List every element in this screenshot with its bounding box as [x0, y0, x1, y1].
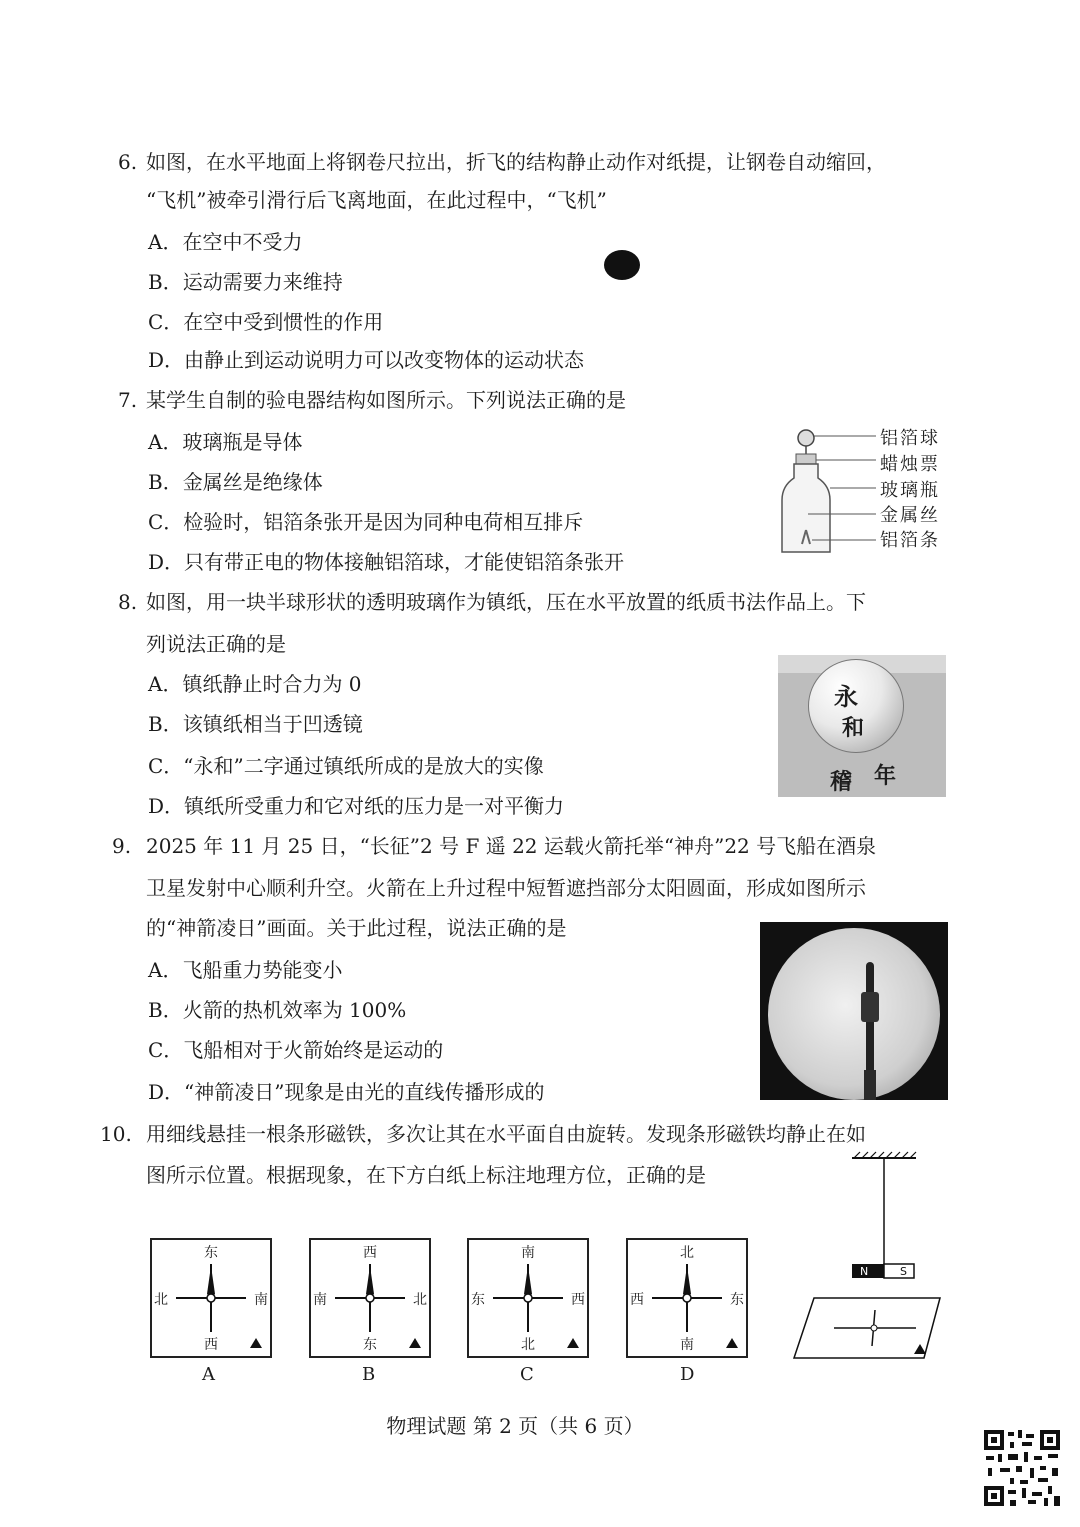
choice-b-left: 南: [313, 1292, 327, 1308]
q8-option-d: D．镇纸所受重力和它对纸的压力是一对平衡力: [148, 794, 565, 818]
choice-d-left: 西: [630, 1292, 644, 1308]
electroscope-figure: [770, 420, 880, 560]
page-footer: 物理试题 第 2 页（共 6 页）: [386, 1414, 644, 1438]
choice-a-right: 南: [254, 1292, 268, 1308]
choice-c-left: 东: [471, 1292, 485, 1308]
choice-a-top: 东: [204, 1245, 218, 1261]
q6-option-b: B．运动需要力来维持: [148, 270, 343, 294]
choice-b-right: 北: [413, 1292, 427, 1308]
rocket-sun-photo: [760, 922, 948, 1100]
q9-stem-line2: 卫星发射中心顺利升空。火箭在上升过程中短暂遮挡部分太阳圆面，形成如图所示: [146, 876, 866, 900]
choice-c-top: 南: [521, 1245, 535, 1261]
triangle-marker-icon: [250, 1338, 262, 1348]
q9-number: 9.: [112, 834, 132, 858]
suspended-magnet-figure: [790, 1150, 950, 1365]
q9-option-c: C．飞船相对于火箭始终是运动的: [148, 1038, 444, 1062]
paperweight-photo: [778, 655, 946, 797]
choice-d-top: 北: [680, 1245, 694, 1261]
ink-blot: [604, 250, 640, 280]
q6-stem-line2: “飞机”被牵引滑行后飞离地面，在此过程中，“飞机”: [146, 188, 607, 212]
qr-code-icon: [982, 1428, 1062, 1508]
q10-stem-line2: 图所示位置。根据现象，在下方白纸上标注地理方位，正确的是: [146, 1163, 706, 1187]
label-metal-wire: 金属丝: [880, 505, 940, 526]
choice-b-bottom: 东: [363, 1337, 377, 1353]
q8-number: 8.: [118, 590, 138, 614]
char-ji: 稽: [830, 769, 853, 795]
label-wax: 蜡烛票: [880, 454, 940, 475]
choice-d-compass: [626, 1238, 748, 1358]
q9-option-d: D．“神箭凌日”现象是由光的直线传播形成的: [148, 1080, 545, 1104]
q10-stem-line1: 用细线悬挂一根条形磁铁，多次让其在水平面自由旋转。发现条形磁铁均静止在如: [146, 1122, 866, 1146]
q8-stem-line1: 如图，用一块半球形状的透明玻璃作为镇纸，压在水平放置的纸质书法作品上。下: [146, 590, 866, 614]
char-yong: 永: [834, 682, 858, 711]
triangle-marker-icon: [409, 1338, 421, 1348]
q9-stem-line1: 2025 年 11 月 25 日，“长征”2 号 F 遥 22 运载火箭托举“神舟”22 号飞船在酒泉: [146, 834, 877, 858]
q9-option-a: A．飞船重力势能变小: [148, 958, 343, 982]
choice-c-compass: [467, 1238, 589, 1358]
q10-number: 10.: [100, 1122, 132, 1146]
q7-option-c: C．检验时，铝箔条张开是因为同种电荷相互排斥: [148, 510, 584, 534]
choice-b-compass: [309, 1238, 431, 1358]
q6-option-c: C．在空中受到惯性的作用: [148, 310, 384, 334]
label-foil-strips: 铝箔条: [880, 530, 940, 551]
q8-option-c: C．“永和”二字通过镇纸所成的是放大的实像: [148, 754, 544, 778]
q6-stem-line1: 如图，在水平地面上将钢卷尺拉出，折飞的结构静止动作对纸提，让钢卷自动缩回，: [146, 150, 886, 174]
choice-c-letter: C: [520, 1364, 534, 1385]
q7-option-a: A．玻璃瓶是导体: [148, 430, 303, 454]
q8-option-a: A．镇纸静止时合力为 0: [148, 672, 362, 696]
magnet-s-label: S: [900, 1265, 907, 1278]
q9-option-b: B．火箭的热机效率为 100%: [148, 998, 407, 1022]
choice-a-bottom: 西: [204, 1337, 218, 1353]
char-nian: 年: [874, 763, 897, 789]
triangle-marker-icon: [567, 1338, 579, 1348]
triangle-marker-icon: [726, 1338, 738, 1348]
choice-a-letter: A: [202, 1364, 215, 1385]
label-glass-bottle: 玻璃瓶: [880, 480, 940, 501]
magnet-n-label: N: [860, 1265, 869, 1278]
q8-option-b: B．该镇纸相当于凹透镜: [148, 712, 363, 736]
q7-option-d: D．只有带正电的物体接触铝箔球，才能使铝箔条张开: [148, 550, 625, 574]
q7-number: 7.: [118, 388, 138, 412]
choice-d-letter: D: [680, 1364, 695, 1385]
choice-b-top: 西: [363, 1245, 377, 1261]
q7-option-b: B．金属丝是绝缘体: [148, 470, 323, 494]
q8-stem-line2: 列说法正确的是: [146, 632, 286, 656]
q6-option-d: D．由静止到运动说明力可以改变物体的运动状态: [148, 348, 585, 372]
q7-stem: 某学生自制的验电器结构如图所示。下列说法正确的是: [146, 388, 626, 412]
choice-d-bottom: 南: [680, 1337, 694, 1353]
label-foil-ball: 铝箔球: [880, 428, 940, 449]
choice-a-compass: [150, 1238, 272, 1358]
choice-c-bottom: 北: [521, 1337, 535, 1353]
choice-b-letter: B: [362, 1364, 376, 1385]
q6-option-a: A．在空中不受力: [148, 230, 303, 254]
choice-c-right: 西: [571, 1292, 585, 1308]
choice-a-left: 北: [154, 1292, 168, 1308]
q6-number: 6.: [118, 150, 138, 174]
q9-stem-line3: 的“神箭凌日”画面。关于此过程，说法正确的是: [146, 916, 567, 940]
choice-d-right: 东: [730, 1292, 744, 1308]
char-he: 和: [842, 715, 865, 741]
